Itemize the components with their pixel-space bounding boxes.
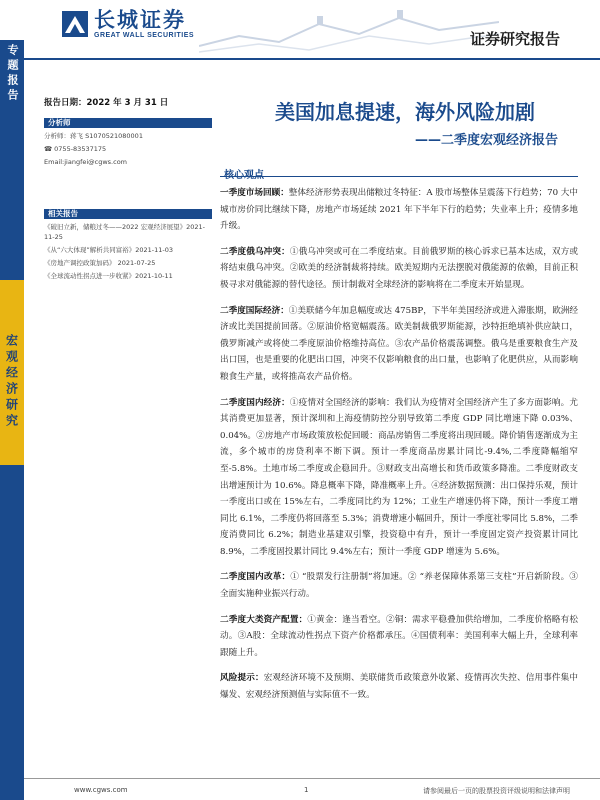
great-wall-graphic-icon [199, 6, 499, 58]
paragraph [220, 395, 578, 561]
company-logo [62, 8, 194, 39]
side-label-category: 宏观经济研究 [4, 334, 19, 430]
logo-mark-icon [62, 11, 88, 37]
paragraph-text: ①黄金：逢当看空。②铜：需求平稳叠加供给增加，二季度价格略有松动。③A股：全球流动性拐点下资产价格都承压。④国债利率：美国利率大幅上升，全球利率跟随上升。 [220, 614, 578, 658]
paragraph-text: 整体经济形势表现出储粮过冬特征：A 股市场整体呈震荡下行趋势；70 大中城市房价同比继续下降，房地产市场延续 2021 年下半年下行的趋势；失业率上升；疫情多地升级。 [220, 188, 578, 232]
paragraph-lead: 二季度国际经济： [220, 305, 289, 316]
page-footer [24, 778, 600, 800]
paragraph-text: 宏观经济环境不及预期、美联储货币政策意外收紧、疫情再次失控、信用事件集中爆发、宏观经济预测值与实际值不一致。 [220, 673, 578, 701]
paragraph [220, 612, 578, 662]
related-heading: 相关报告 [44, 209, 212, 219]
page-header [24, 0, 600, 60]
analyst-heading: 分析师 [44, 118, 212, 128]
report-type-label: 证券研究报告 [469, 30, 560, 48]
analyst-email[interactable]: Email:jiangfei@cgws.com [44, 158, 128, 166]
report-title: 美国加息提速，海外风险加剧 [275, 100, 535, 124]
page-number: 1 [304, 786, 309, 794]
paragraph-lead: 风险提示： [220, 673, 264, 684]
logo-cn-text: 长城证券 [94, 8, 186, 32]
logo-en-text: GREAT WALL SECURITIES [94, 32, 195, 39]
related-report[interactable]: 《全球流动性拐点进一步收紧》2021-10-11 [44, 272, 173, 280]
footer-disclaimer: 请参阅最后一页的股票投资评级说明和法律声明 [423, 787, 570, 795]
paragraph-lead: 二季度俄乌冲突： [220, 246, 290, 257]
date-label: 报告日期： [44, 98, 87, 108]
core-views-label: 核心观点 [224, 170, 264, 181]
related-report[interactable]: 《从“六大体现”解析共同富裕》2021-11-03 [44, 246, 174, 254]
paragraph [220, 670, 578, 703]
paragraph [220, 244, 578, 294]
date-value: 2022 年 3 月 31 日 [86, 98, 169, 108]
paragraph [220, 185, 578, 235]
paragraph-text: ①疫情对全国经济的影响：我们认为疫情对全国经济产生了多方面影响。尤其消费更加显著，预计深圳和上海疫情防控分别导致第二季度 GDP 同比增速下降 0.03%、0.04%。②房地产市场政策放松促回暖：商品房销售二季度将出现回暖。降价销售逐渐成为主流，多个城市的房贷利率不断下调。预计一季度商品房累计同比-9.4%,二季度降幅缩窄至-5.8%。土地市场二季度或企稳回升。③财政支出高增长和货币政策多降准。二季度财政支出增速预计为 10.6%。降息概率下降，降准概率上升。④经济数据预测：出口保持乐观，预计一季度出口或在 15%左右，二季度同比约为 12%；工业生产增速仍将下降，预计一季度工增同比 6.1%，二季度仍将回落至 5.3%；消费增速小幅回升，预计一季度社零同比 5.8%，二季度消费同比 6.2%；制造业基建双引擎，投资稳中有升，预计一季度固定资产投资累计同比 8.9%，二季度固投累计同比 9.4%左右；预计一季度 GDP 增速为 5.6%。 [220, 397, 578, 557]
side-label-report: 专题报告 [6, 44, 19, 104]
paragraph-text: ①俄乌冲突或可在二季度结束。目前俄罗斯的核心诉求已基本达成，双方或将结束俄乌冲突。②欧美的经济制裁将持续。欧美短期内无法摆脱对俄能源的依赖，目前正积极寻求对俄能源的替代途径。预计制裁对全球经济的影响将在二季度末开始显现。 [220, 246, 578, 290]
left-column [44, 96, 212, 281]
paragraph [220, 569, 578, 602]
related-report[interactable]: 《房地产调控政策加码》 2021-07-25 [44, 259, 156, 267]
report-subtitle: ——二季度宏观经济报告 [415, 133, 559, 148]
report-body [220, 185, 578, 713]
paragraph-lead: 二季度国内改革： [220, 572, 291, 583]
paragraph-lead: 一季度市场回顾： [220, 188, 289, 198]
side-band [0, 40, 24, 800]
core-views-heading [220, 163, 578, 181]
footer-url[interactable]: www.cgws.com [74, 786, 128, 794]
paragraph-text: ①美联储今年加息幅度或达 475BP，下半年美国经济或进入滞胀期，欧洲经济或比美国提前回落。②原油价格宽幅震荡。欧美制裁俄罗斯能源，沙特拒绝填补供应缺口，俄罗斯减产或将使二季度原油价格维持高位。③农产品价格震荡调整。俄乌是重要粮食生产及出口国，也是重要的化肥出口国，冲突不仅影响粮食的出口量，也影响了化肥供应，从而影响粮食生产量，或将推高农产品价格。 [220, 305, 578, 382]
paragraph-text: ① “股票发行注册制”将加速。② “养老保障体系第三支柱”开启新阶段。③全面实施种业振兴行动。 [220, 572, 578, 600]
paragraph-lead: 二季度国内经济： [220, 397, 290, 408]
paragraph-lead: 二季度大类资产配置： [220, 614, 308, 625]
paragraph [220, 303, 578, 386]
analyst-line: 分析师：蒋飞 S1070521080001 [44, 132, 143, 140]
report-date [44, 96, 212, 108]
analyst-phone: ☎ 0755-83537175 [44, 145, 107, 153]
related-report[interactable]: 《破旧立新，储粮过冬——2022 宏观经济展望》2021-11-25 [44, 223, 205, 241]
